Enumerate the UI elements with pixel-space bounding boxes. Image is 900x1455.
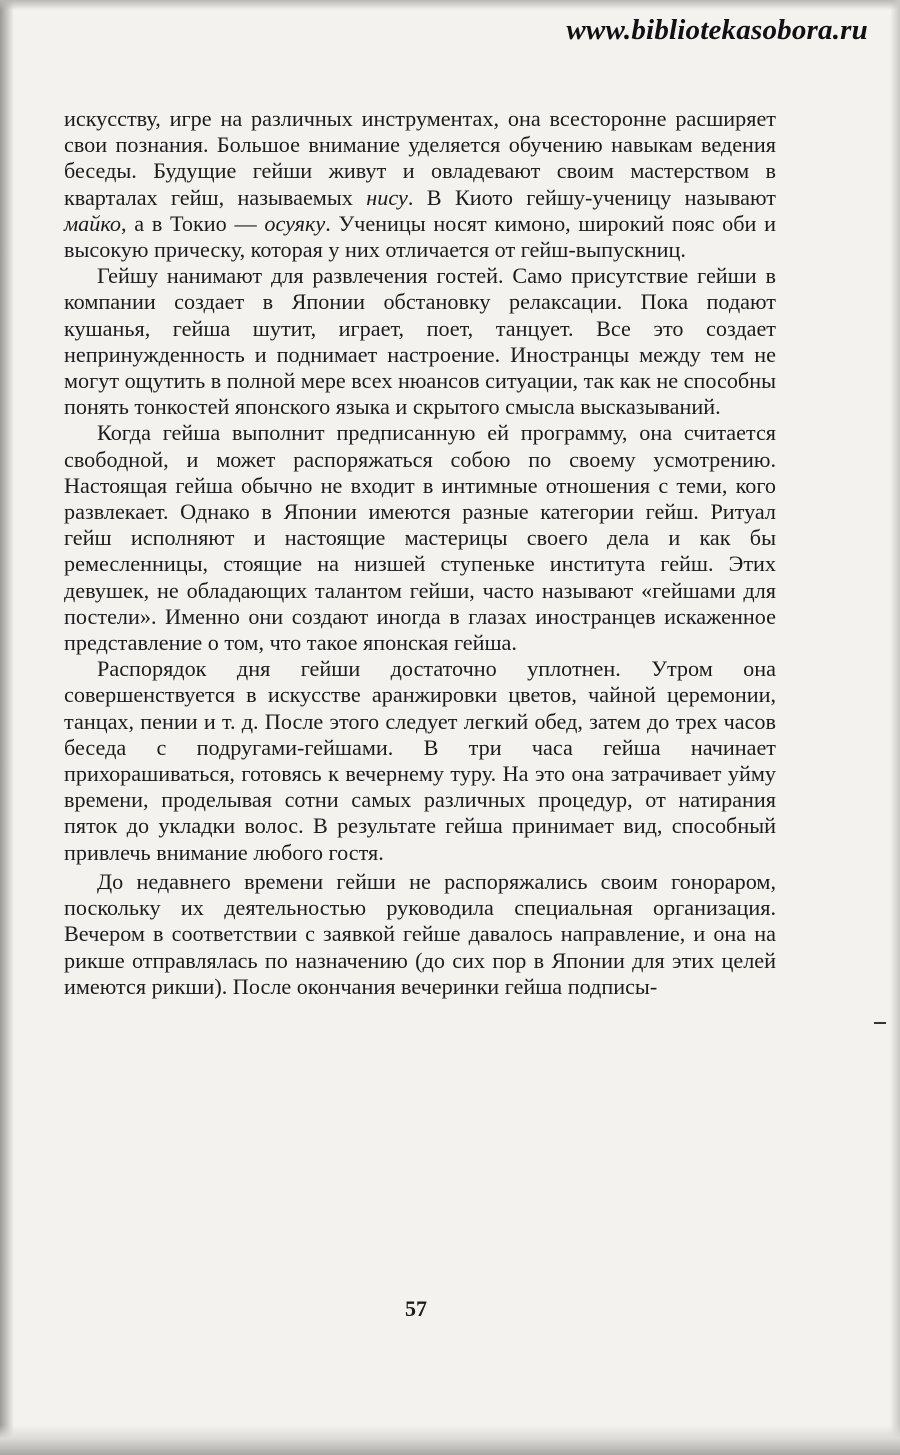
- paragraph: [64, 869, 776, 1000]
- text-run: До недавнего времени гейши не распоряжались своим гонораром, поскольку их деятельностью руководила специальная организация. Вечером в соответствии с заявкой гейше давалось направление, и она на рикше отправлялась по назначению (до сих пор в Японии для этих целей имеются рикши). После окончания вечеринки гейша подписы-: [64, 868, 776, 999]
- paragraph: [64, 656, 776, 866]
- paragraph: [64, 106, 776, 263]
- scan-left-edge: [0, 0, 14, 1455]
- scan-top-edge: [0, 0, 900, 10]
- text-run: Распорядок дня гейши достаточно уплотнен. Утром она совершенствуется в искусстве аранжировки цветов, чайной церемонии, танцах, пении и т. д. После этого следует легкий обед, затем до трех часов беседа с подругами-гейшами. В три часа гейша начинает прихорашиваться, готовясь к вечернему туру. На это она затрачивает уйму времени, проделывая сотни самых различных процедур, от натирания пяток до укладки волос. В результате гейша принимает вид, способный привлечь внимание любого гостя.: [64, 656, 776, 865]
- paragraph: [64, 420, 776, 656]
- paragraph: [64, 263, 776, 420]
- italic-term: осуяку: [264, 210, 326, 236]
- text-run: искусству, игре на различных инструментах, она всесторонне расширяет свои познания. Большое внимание уделяется обучению навыкам ведения беседы. Будущие гейши живут и овладевают своим мастерством в кварталах гейш, называемых: [64, 106, 776, 210]
- scan-speck: [874, 1022, 886, 1024]
- text-run: . Ученицы носят кимоно, широкий пояс оби и высокую прическу, которая у них отличается от гейш-выпускниц.: [64, 210, 776, 263]
- text-run: Гейшу нанимают для развлечения гостей. Само присутствие гейши в компании создает в Японии обстановку релаксации. Пока подают кушанья, гейша шутит, играет, поет, танцует. Все это создает непринужденность и поднимает настроение. Иностранцы между тем не могут ощутить в полной мере всех нюансов ситуации, так как не способны понять тонкостей японского языка и скрытого смысла высказываний.: [64, 263, 777, 420]
- page-body-text: [64, 106, 776, 1000]
- scan-right-edge: [890, 0, 900, 1455]
- scan-bottom-edge: [0, 1425, 900, 1455]
- site-watermark: www.bibliotekasobora.ru: [566, 14, 868, 46]
- text-run: . В Киото гейшу-ученицу называют: [407, 184, 776, 210]
- page-number: 57: [405, 1296, 427, 1321]
- text-run: , а в Токио —: [120, 210, 265, 236]
- text-run: Когда гейша выполнит предписанную ей программу, она считается свободной, и может распоряжаться собою по своему усмотрению. Настоящая гейша обычно не входит в интимные отношения с теми, кого развлекает. Однако в Японии имеются разные категории гейш. Ритуал гейш исполняют и настоящие мастерицы своего дела и как бы ремесленницы, стоящие на низшей ступеньке института гейш. Этих девушек, не обладающих талантом гейши, часто называют «гейшами для постели». Именно они создают иногда в глазах иностранцев искаженное представление о том, что такое японская гейша.: [64, 420, 776, 656]
- italic-term: майко: [64, 210, 121, 236]
- italic-term: нису: [366, 184, 408, 210]
